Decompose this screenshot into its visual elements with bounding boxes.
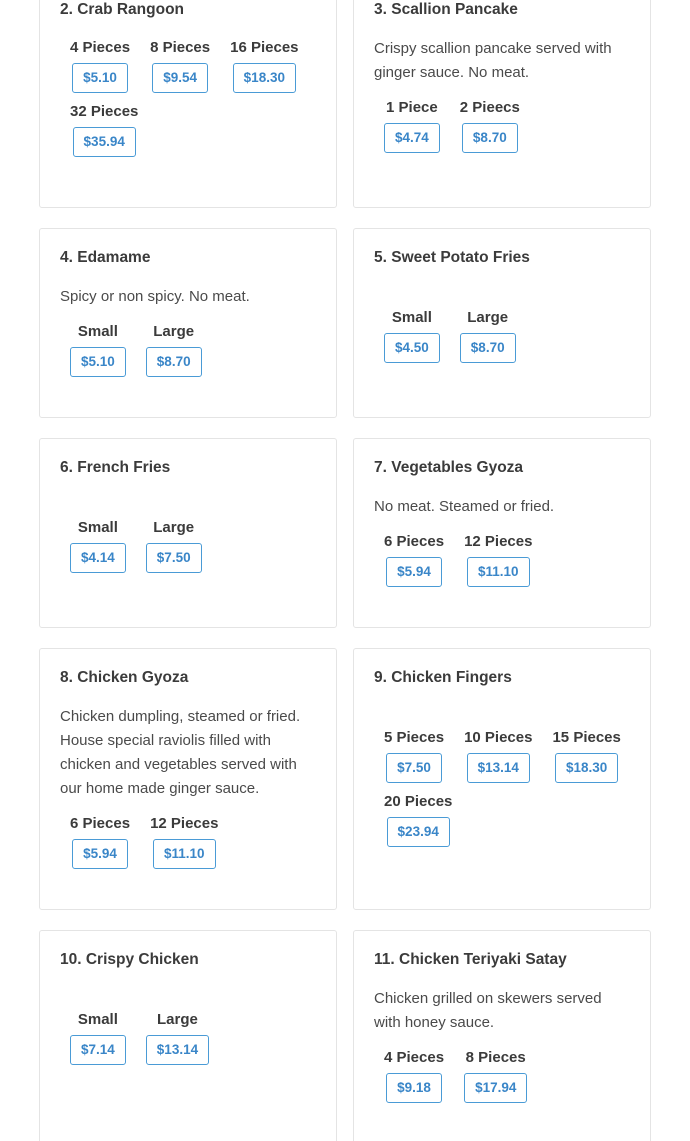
size-option (460, 309, 516, 363)
add-to-cart-price-button[interactable]: $7.50 (146, 543, 202, 573)
menu-item-title: 2. Crab Rangoon (60, 1, 185, 18)
size-option (230, 39, 298, 93)
size-option (384, 99, 440, 153)
add-to-cart-price-button[interactable]: $9.54 (152, 63, 208, 93)
description-spacer (60, 989, 316, 1011)
size-option (70, 1011, 126, 1065)
size-option (464, 1049, 527, 1103)
size-option (464, 533, 532, 587)
add-to-cart-price-button[interactable]: $11.10 (467, 557, 530, 587)
add-to-cart-price-button[interactable]: $18.30 (555, 753, 618, 783)
menu-item-description: Spicy or non spicy. No meat. (60, 288, 250, 305)
description-spacer (374, 707, 630, 729)
size-label: 32 Pieces (70, 103, 139, 120)
menu-row (39, 648, 652, 910)
size-option (146, 1011, 209, 1065)
add-to-cart-price-button[interactable]: $9.18 (386, 1073, 442, 1103)
menu-item-title: 3. Scallion Pancake (374, 1, 518, 18)
size-option (70, 323, 126, 377)
size-label: Large (467, 309, 509, 326)
menu-item-card (39, 438, 337, 628)
add-to-cart-price-button[interactable]: $4.14 (70, 543, 126, 573)
add-to-cart-price-button[interactable]: $4.74 (384, 123, 440, 153)
size-label: 16 Pieces (230, 39, 299, 56)
add-to-cart-price-button[interactable]: $5.94 (386, 557, 442, 587)
size-option (384, 1049, 444, 1103)
size-label: 6 Pieces (70, 815, 131, 832)
size-option (150, 39, 210, 93)
add-to-cart-price-button[interactable]: $11.10 (153, 839, 216, 869)
size-label: 8 Pieces (465, 1049, 526, 1066)
menu-item-card (353, 438, 651, 628)
add-to-cart-price-button[interactable]: $7.14 (70, 1035, 126, 1065)
size-options (374, 309, 630, 363)
size-label: 8 Pieces (150, 39, 211, 56)
add-to-cart-price-button[interactable]: $8.70 (146, 347, 202, 377)
menu-row (39, 0, 652, 208)
size-option (146, 519, 202, 573)
add-to-cart-price-button[interactable]: $7.50 (386, 753, 442, 783)
menu-row (39, 228, 652, 418)
size-options (374, 99, 630, 153)
menu-item-description: Crispy scallion pancake served with ginger sauce. No meat. (374, 40, 612, 81)
size-label: 15 Pieces (552, 729, 621, 746)
menu-item-description: Chicken grilled on skewers served with honey sauce. (374, 990, 602, 1031)
size-options (374, 1049, 630, 1103)
menu-item-card (39, 648, 337, 910)
size-label: 4 Pieces (384, 1049, 445, 1066)
menu-item-card (39, 930, 337, 1141)
size-option (384, 533, 444, 587)
add-to-cart-price-button[interactable]: $18.30 (233, 63, 296, 93)
menu-item-title: 7. Vegetables Gyoza (374, 459, 524, 476)
size-label: 1 Piece (386, 99, 438, 116)
add-to-cart-price-button[interactable]: $4.50 (384, 333, 440, 363)
menu-item-card (353, 228, 651, 418)
menu-item-card (353, 0, 651, 208)
menu-item-title: 5. Sweet Potato Fries (374, 249, 530, 266)
size-label: 12 Pieces (150, 815, 219, 832)
size-option (70, 39, 130, 93)
size-option (384, 729, 444, 783)
menu-item-title: 4. Edamame (60, 249, 151, 266)
description-spacer (60, 497, 316, 519)
menu-item-description: No meat. Steamed or fried. (374, 498, 555, 515)
add-to-cart-price-button[interactable]: $8.70 (460, 333, 516, 363)
size-option (384, 793, 452, 847)
size-options (60, 323, 316, 377)
menu-item-card (39, 0, 337, 208)
size-option (146, 323, 202, 377)
menu-item-title: 11. Chicken Teriyaki Satay (374, 951, 567, 968)
size-options (60, 815, 316, 869)
description-spacer (374, 287, 630, 309)
size-label: 2 Pieecs (459, 99, 520, 116)
size-option (70, 519, 126, 573)
add-to-cart-price-button[interactable]: $13.14 (146, 1035, 209, 1065)
menu-item-description: Chicken dumpling, steamed or fried. House special raviolis filled with chicken and vegetables served with our home made ginger sauce. (60, 708, 301, 797)
size-label: Large (153, 519, 195, 536)
size-label: Small (391, 309, 432, 326)
size-label: 20 Pieces (384, 793, 453, 810)
menu-row (39, 930, 652, 1141)
size-label: Large (153, 323, 195, 340)
add-to-cart-price-button[interactable]: $5.10 (72, 63, 128, 93)
size-label: Large (157, 1011, 198, 1028)
menu-item-card (353, 648, 651, 910)
add-to-cart-price-button[interactable]: $8.70 (462, 123, 518, 153)
size-label: 10 Pieces (464, 729, 533, 746)
menu-item-card (39, 228, 337, 418)
add-to-cart-price-button[interactable]: $23.94 (387, 817, 450, 847)
size-label: 4 Pieces (70, 39, 131, 56)
menu-item-title: 10. Crispy Chicken (60, 951, 199, 968)
size-label: Small (77, 519, 118, 536)
size-option (464, 729, 532, 783)
size-options (374, 729, 630, 847)
menu-item-title: 6. French Fries (60, 459, 171, 476)
add-to-cart-price-button[interactable]: $5.10 (70, 347, 126, 377)
size-label: 12 Pieces (464, 533, 533, 550)
size-options (60, 519, 316, 573)
size-option (150, 815, 218, 869)
size-option (384, 309, 440, 363)
size-options (60, 1011, 316, 1065)
menu-item-title: 8. Chicken Gyoza (60, 669, 189, 686)
add-to-cart-price-button[interactable]: $13.14 (467, 753, 530, 783)
add-to-cart-price-button[interactable]: $17.94 (464, 1073, 527, 1103)
size-option (70, 815, 130, 869)
size-label: 5 Pieces (384, 729, 445, 746)
size-options (60, 39, 316, 157)
size-label: 6 Pieces (384, 533, 445, 550)
menu-item-card (353, 930, 651, 1141)
size-option (552, 729, 620, 783)
size-label: Small (77, 323, 118, 340)
size-option (460, 99, 520, 153)
size-option (70, 103, 138, 157)
size-options (374, 533, 630, 587)
menu-grid (39, 0, 652, 1141)
size-label: Small (77, 1011, 118, 1028)
menu-row (39, 438, 652, 628)
add-to-cart-price-button[interactable]: $35.94 (73, 127, 136, 157)
add-to-cart-price-button[interactable]: $5.94 (72, 839, 128, 869)
menu-item-title: 9. Chicken Fingers (374, 669, 512, 686)
